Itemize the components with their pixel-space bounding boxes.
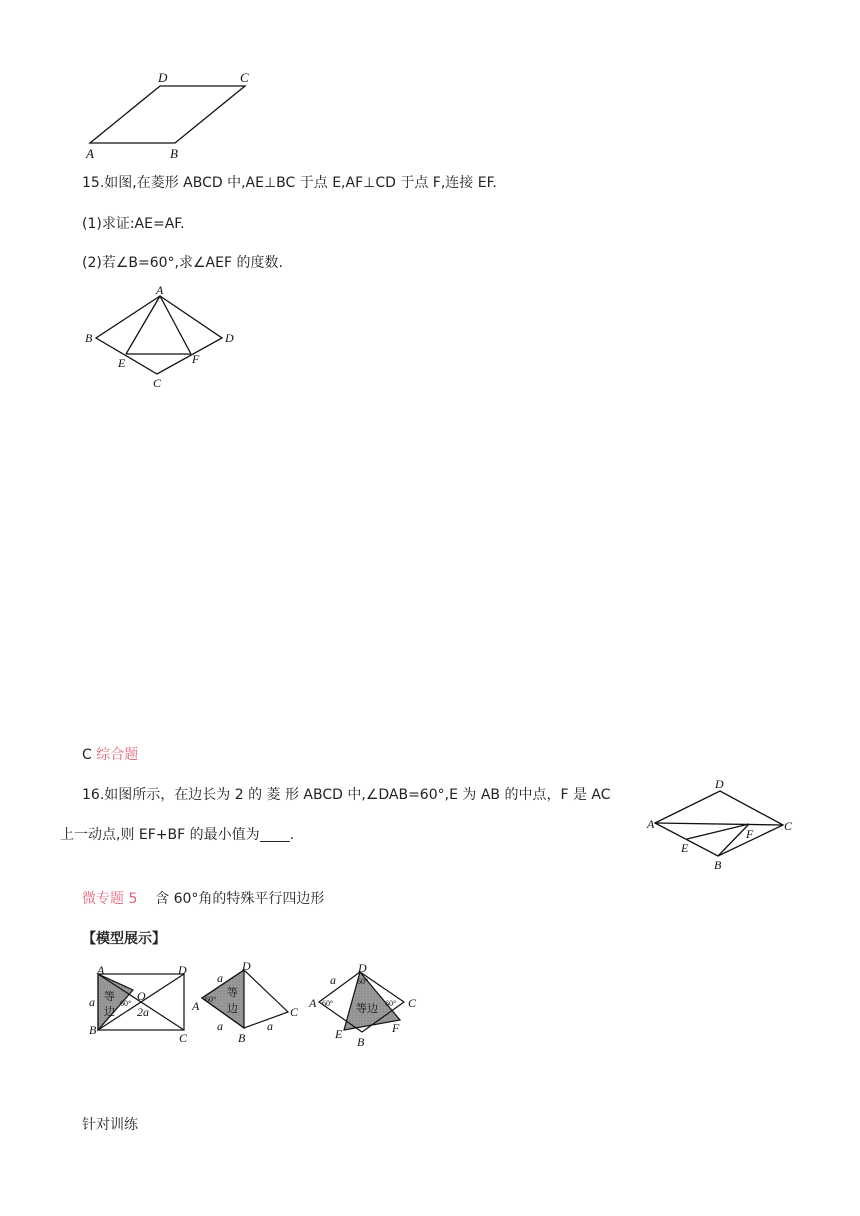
label-d: D xyxy=(715,777,724,791)
rh1-a1: a xyxy=(217,971,223,985)
rh1-text2: 边 xyxy=(227,1003,238,1015)
rect-label-a1: a xyxy=(89,995,95,1009)
rh2-angle3: 60° xyxy=(385,999,397,1008)
rect-label-o: O xyxy=(137,989,146,1003)
rect-label-c: C xyxy=(179,1031,188,1045)
section-c-title: 综合题 xyxy=(96,747,139,763)
rect-label-b: B xyxy=(89,1023,97,1037)
rect-label-2a: 2a xyxy=(137,1005,149,1019)
model-rhombus-2 xyxy=(308,961,417,1049)
rh2-a: a xyxy=(330,973,336,987)
label-b: B xyxy=(85,331,93,345)
q16-line2-suffix: . xyxy=(289,827,295,843)
rh1-text1: 等 xyxy=(227,987,238,999)
rect-angle: 60° xyxy=(120,999,132,1008)
rect-text2: 边 xyxy=(104,1006,115,1018)
q16-figure xyxy=(645,776,805,872)
label-e: E xyxy=(118,356,126,370)
rh2-label-a: A xyxy=(309,996,317,1010)
section-c-heading xyxy=(82,744,138,764)
label-f: F xyxy=(192,352,200,366)
practice-heading: 针对训练 xyxy=(82,1117,138,1133)
rh2-label-c: C xyxy=(408,996,417,1010)
model-heading: 【模型展示】 xyxy=(82,931,166,947)
label-e: E xyxy=(681,841,689,855)
q15-stem: 15.如图,在菱形 ABCD 中,AE⊥BC 于点 E,AF⊥CD 于点 F,连接 EF. xyxy=(82,175,497,191)
rh2-label-d: D xyxy=(358,961,367,975)
rh2-text: 等边 xyxy=(356,1003,378,1015)
label-f: F xyxy=(746,827,754,841)
q16-line2 xyxy=(60,824,294,844)
rh1-label-a: A xyxy=(192,999,200,1013)
rh2-label-f: F xyxy=(392,1021,400,1035)
rh1-angle: 60° xyxy=(205,995,217,1004)
section-c-letter: C xyxy=(82,747,92,763)
q15-part1: (1)求证:AE=AF. xyxy=(82,216,185,232)
micro-topic xyxy=(82,888,324,908)
label-a: A xyxy=(647,817,655,831)
rh2-angle2: 60° xyxy=(357,977,369,986)
label-c: C xyxy=(240,70,249,85)
label-c: C xyxy=(153,376,162,390)
q16-line1: 16.如图所示，在边长为 2 的 菱 形 ABCD 中,∠DAB=60°,E 为 AB 的中点，F 是 AC xyxy=(82,787,611,803)
rh2-label-e: E xyxy=(335,1027,343,1041)
rect-label-a: A xyxy=(97,963,105,977)
rh2-angle1: 60° xyxy=(322,999,334,1008)
model-rectangle xyxy=(89,963,188,1045)
q16-line2-prefix: 上一动点,则 EF+BF 的最小值为 xyxy=(60,827,260,843)
parallelogram-figure xyxy=(80,68,260,160)
q15-part2: (2)若∠B=60°,求∠AEF 的度数. xyxy=(82,255,283,271)
rh1-label-c: C xyxy=(290,1005,299,1019)
label-b: B xyxy=(170,146,178,160)
model-figures xyxy=(82,960,432,1052)
rh2-label-b: B xyxy=(357,1035,365,1049)
label-d: D xyxy=(158,70,168,85)
label-b: B xyxy=(714,858,722,872)
rh1-label-b: B xyxy=(238,1031,246,1045)
model-rhombus-1 xyxy=(191,960,299,1045)
rh1-a2: a xyxy=(217,1019,223,1033)
rh1-a3: a xyxy=(267,1019,273,1033)
rect-text1: 等 xyxy=(104,991,115,1003)
label-d: D xyxy=(225,331,234,345)
label-c: C xyxy=(784,819,793,833)
label-a: A xyxy=(86,146,94,160)
micro-topic-title: 含 60°角的特殊平行四边形 xyxy=(155,891,325,907)
q15-figure xyxy=(82,284,242,390)
rect-label-d: D xyxy=(178,963,187,977)
label-a: A xyxy=(156,284,164,297)
rh1-label-d: D xyxy=(242,960,251,973)
answer-blank xyxy=(260,827,290,842)
micro-topic-label: 微专题 5 xyxy=(82,891,138,907)
